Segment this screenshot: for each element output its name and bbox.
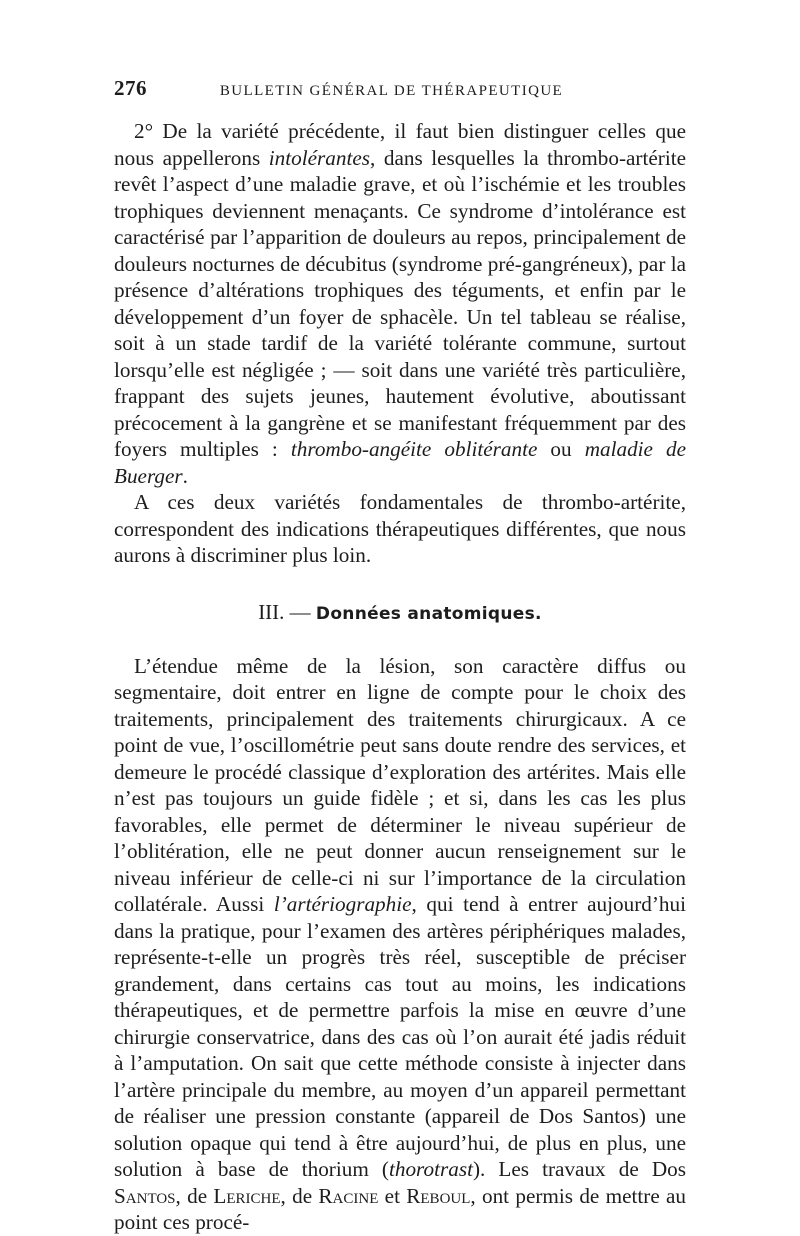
para1-text-3: ou (537, 437, 585, 461)
paragraph-anatomical-data (114, 653, 686, 1236)
author-reboul: Reboul (406, 1183, 471, 1208)
para1-text-1: 2° De la variété précédente, il faut bien distinguer celles que nous appellerons (114, 119, 686, 170)
para1-italic-thrombo-angeite: thrombo-angéite oblitérante (290, 437, 538, 461)
para1-italic-intolerantes: intolérantes (268, 145, 371, 170)
para3-text-3: ). Les travaux de Dos (472, 1157, 686, 1181)
para3-italic-arteriographie: l’artériographie (273, 892, 412, 916)
author-racine: Racine (318, 1183, 379, 1208)
section-number: III. — (258, 599, 316, 624)
paragraph-intolerant-variety (114, 118, 686, 489)
para3-text-4: , de (175, 1183, 214, 1208)
journal-title: BULLETIN GÉNÉRAL DE THÉRAPEUTIQUE (219, 83, 564, 99)
para3-text-2: , qui tend à entrer aujourd’hui dans la pratique, pour l’examen des artères périphériques malades, représente-t-elle un progrès très réel, susceptible de préciser grandement, dans certains cas tout au moins, les indications thérapeutiques, et de permettre parfois la mise en œuvre d’une chirurgie conservatrice, dans des cas où l’on aurait été jadis réduit à l’amputation. On sait que cette méthode consiste à injecter dans l’artère principale du membre, au moyen d’un appareil permettant de réaliser une pression constante (appareil de Dos Santos) une solution opaque qui tend à être aujourd’hui, de plus en plus, une solution à base de thorium ( (114, 892, 686, 1181)
para1-italic-buerger: maladie de Buerger (114, 437, 687, 488)
para3-italic-thorotrast: thorotrast (388, 1157, 473, 1181)
running-header (114, 76, 686, 106)
section-heading (114, 599, 686, 627)
page-number: 276 (114, 76, 147, 100)
para1-text-2: , dans lesquelles la thrombo-artérite revêt l’aspect d’une maladie grave, et où l’ischémie et les troubles trophiques deviennent menaçants. Ce syndrome d’intolérance est caractérisé par l’apparition de douleurs au repos, principalement de douleurs nocturnes de décubitus (syndrome pré-gangréneux), par la présence d’altérations trophiques des téguments, et enfin par le développement d’un foyer de sphacèle. Un tel tableau se réalise, soit à un stade tardif de la variété tolérante commune, surtout lorsqu’elle est négligée ; — soit dans une variété très particulière, frappant des sujets jeunes, hautement évolutive, aboutissant précocement à la gangrène et se manifestant fréquemment par des foyers multiples : (114, 145, 686, 461)
author-santos: Santos (114, 1183, 176, 1208)
para3-text-7: , ont permis de mettre au point ces procé- (114, 1183, 687, 1234)
para3-text-1: L’étendue même de la lésion, son caractère diffus ou segmentaire, doit entrer en ligne de compte pour le choix des traitements, principalement des traitements chirurgicaux. A ce point de vue, l’oscillométrie peut sans doute rendre des services, et demeure le procédé classique d’exploration des artérites. Mais elle n’est pas toujours un guide fidèle ; et si, dans les cas les plus favorables, elle permet de déterminer le niveau supérieur de l’oblitération, elle ne peut donner aucun renseignement sur le niveau inférieur de celle-ci ni sur l’importance de la circulation collatérale. Aussi (114, 653, 686, 916)
para3-text-5: , de (280, 1183, 319, 1208)
para1-text-4: . (182, 463, 188, 488)
paragraph-two-varieties: A ces deux variétés fondamentales de thrombo-artérite, correspondent des indications thérapeutiques différentes, que nous aurons à discriminer plus loin. (114, 490, 686, 567)
section-title: Données anatomiques. (315, 603, 542, 624)
author-leriche: Leriche (213, 1183, 281, 1208)
para3-text-6: et (378, 1183, 407, 1208)
